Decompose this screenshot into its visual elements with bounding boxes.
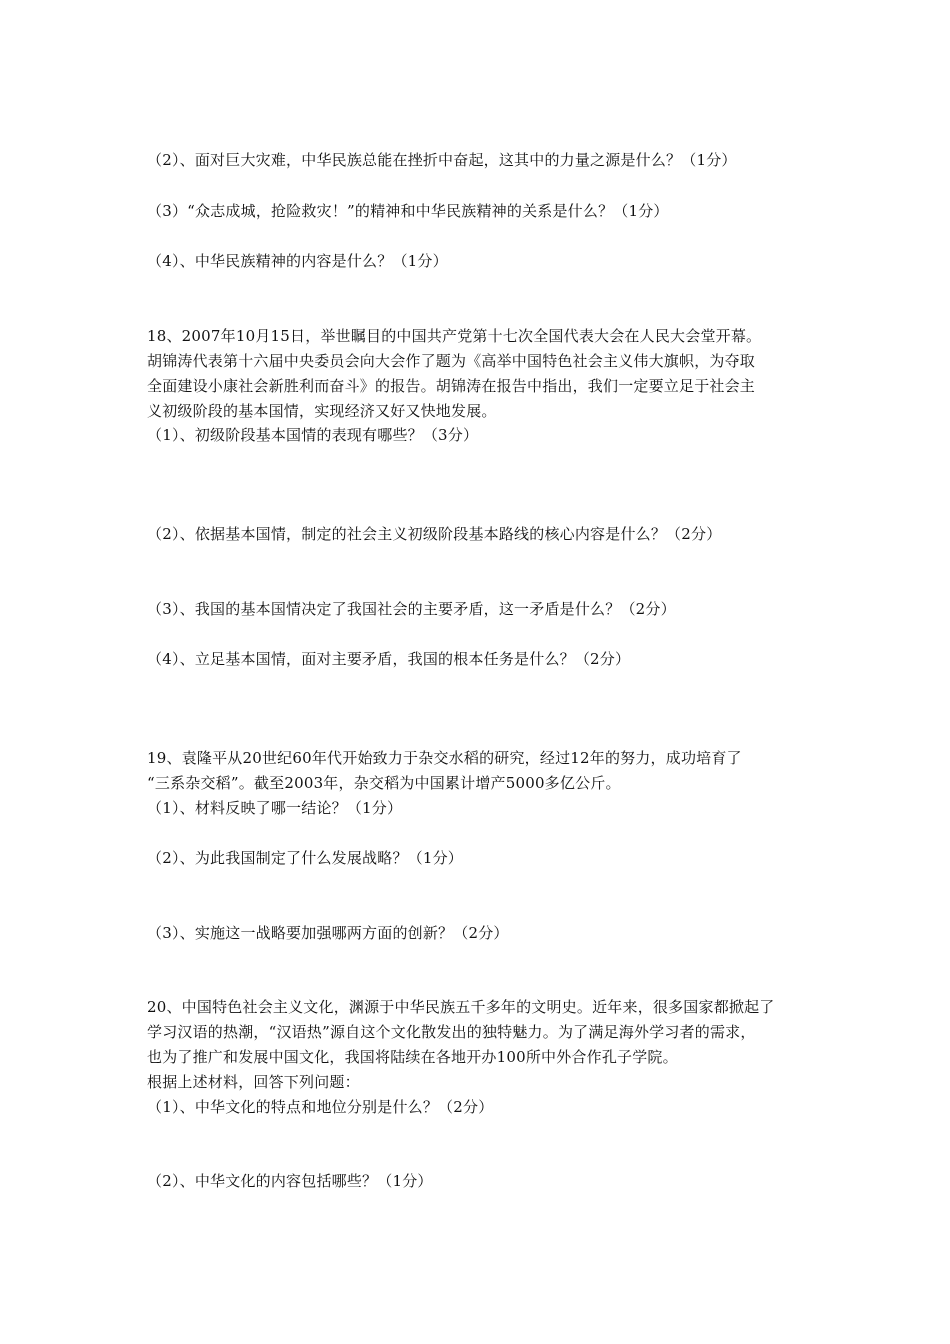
q19-sub1: （1）、材料反映了哪一结论？（1分） — [147, 799, 403, 817]
q18-stem-line: 全面建设小康社会新胜利而奋斗》的报告。胡锦涛在报告中指出，我们一定要立足于社会主 — [147, 377, 756, 395]
q20-sub1: （1）、中华文化的特点和地位分别是什么？（2分） — [147, 1098, 494, 1116]
q19-stem-line: “三系杂交稻”。截至2003年，杂交稻为中国累计增产5000多亿公斤。 — [147, 774, 621, 792]
q19-sub3: （3）、实施这一战略要加强哪两方面的创新？（2分） — [147, 924, 509, 942]
q20-stem-line: 也为了推广和发展中国文化，我国将陆续在各地开办100所中外合作孔子学院。 — [147, 1048, 678, 1066]
q19-stem-line: 19、袁隆平从20世纪60年代开始致力于杂交水稻的研究，经过12年的努力，成功培育了 — [147, 749, 742, 767]
q18-stem-line: 胡锦涛代表第十六届中央委员会向大会作了题为《高举中国特色社会主义伟大旗帜，为夺取 — [147, 352, 756, 370]
q18-stem-line: 18、2007年10月15日，举世瞩目的中国共产党第十七次全国代表大会在人民大会堂开幕。 — [147, 327, 762, 345]
q20-sub2: （2）、中华文化的内容包括哪些？（1分） — [147, 1172, 433, 1190]
q17-sub3: （3）“众志成城，抢险救灾！”的精神和中华民族精神的关系是什么？（1分） — [147, 202, 669, 220]
q19-sub2: （2）、为此我国制定了什么发展战略？（1分） — [147, 849, 463, 867]
q18-sub3: （3）、我国的基本国情决定了我国社会的主要矛盾，这一矛盾是什么？（2分） — [147, 600, 676, 618]
q18-sub1: （1）、初级阶段基本国情的表现有哪些？（3分） — [147, 426, 479, 444]
q17-sub4: （4）、中华民族精神的内容是什么？（1分） — [147, 252, 448, 270]
q18-stem-line: 义初级阶段的基本国情，实现经济又好又快地发展。 — [147, 402, 497, 420]
q20-stem-line: 20、中国特色社会主义文化，渊源于中华民族五千多年的文明史。近年来，很多国家都掀起了 — [147, 998, 775, 1016]
q18-sub4: （4）、立足基本国情，面对主要矛盾，我国的根本任务是什么？（2分） — [147, 650, 631, 668]
q20-stem-line: 根据上述材料，回答下列问题： — [147, 1073, 360, 1091]
q17-sub2: （2）、面对巨大灾难，中华民族总能在挫折中奋起，这其中的力量之源是什么？（1分） — [147, 151, 737, 169]
q20-stem-line: 学习汉语的热潮，“汉语热”源自这个文化散发出的独特魅力。为了满足海外学习者的需求， — [147, 1023, 756, 1041]
q18-sub2: （2）、依据基本国情，制定的社会主义初级阶段基本路线的核心内容是什么？（2分） — [147, 525, 722, 543]
